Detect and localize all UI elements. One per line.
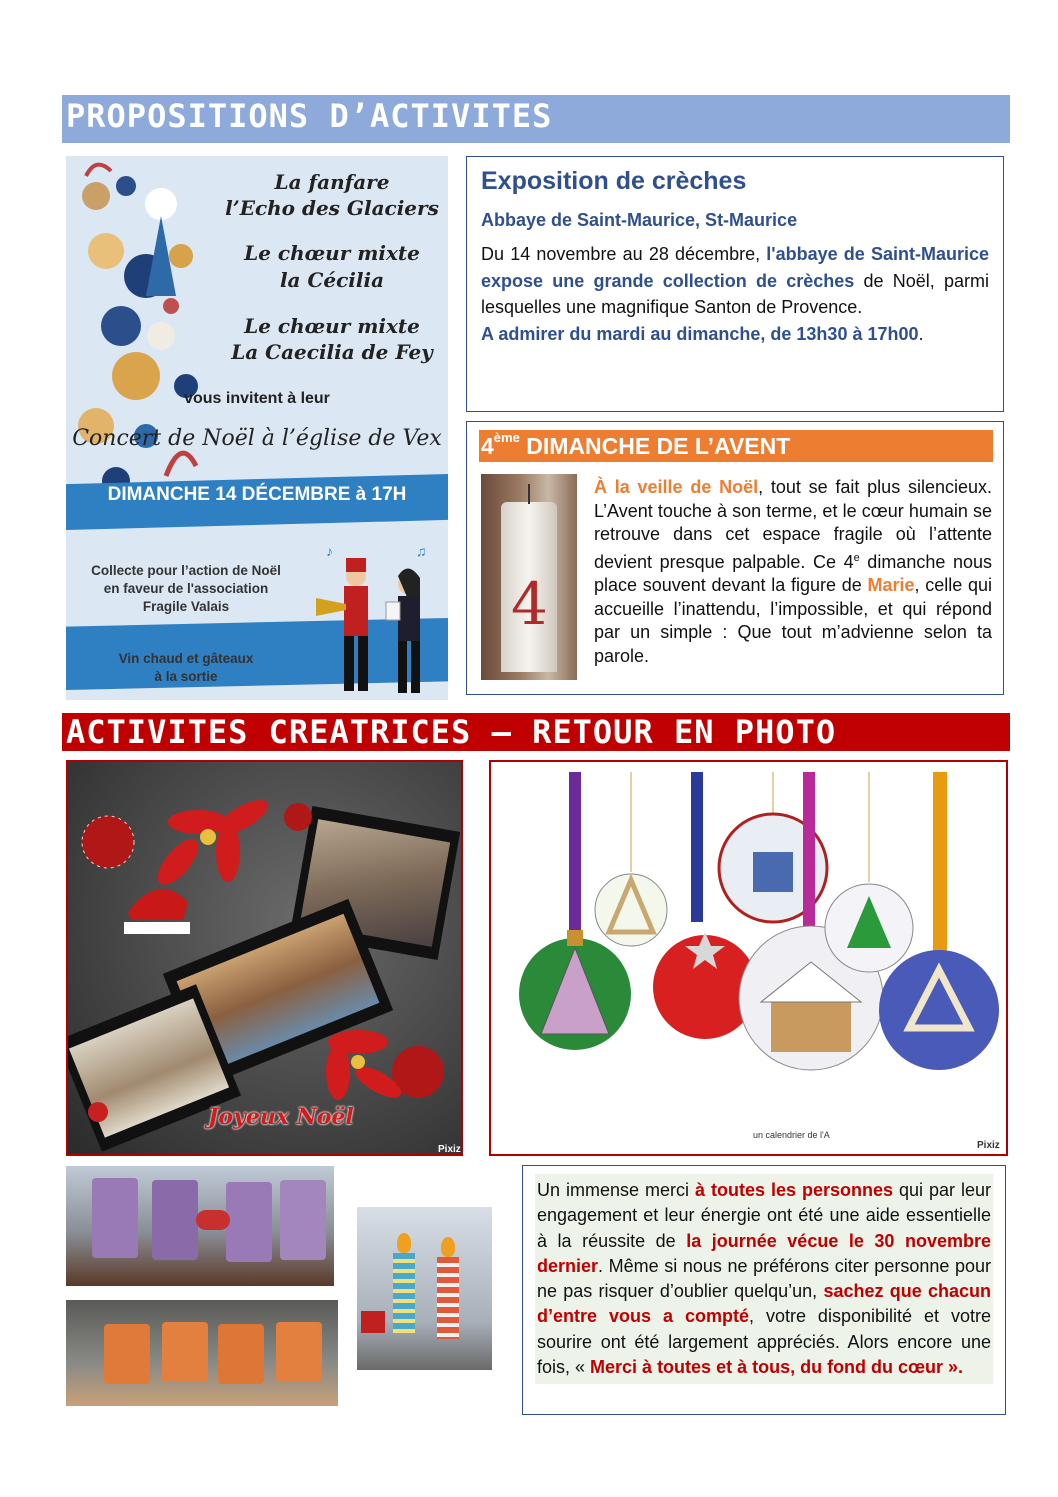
exposition-paragraph-1: [481, 241, 989, 321]
avent-text-1: , tout se fait plus silencieux. L’Avent touche à son terme, et le cœur humain se retrouve dans cet espace fragile où l’attente devient presque palpable. Ce 4: [594, 477, 992, 572]
svg-text:♫: ♫: [416, 543, 427, 559]
poster-collecte: [66, 562, 306, 616]
purple-candle-2: [152, 1180, 198, 1260]
candle-photo: [481, 474, 577, 680]
candle-number: 4: [511, 570, 548, 638]
candle-wick: [528, 484, 530, 504]
pixiz-watermark: Pixiz: [438, 1144, 461, 1155]
orange-candle-1: [104, 1324, 150, 1384]
avent-text: [594, 476, 992, 668]
section-title-creatives: ACTIVITES CREATRICES – RETOUR EN PHOTO: [62, 713, 1010, 751]
svg-text:♪: ♪: [326, 543, 333, 559]
avent-text-sup: e: [853, 551, 860, 564]
avent-title: [479, 430, 993, 462]
ornaments-photo: [489, 760, 1008, 1156]
poster-collecte-2: en faveur de l'association: [103, 581, 269, 596]
section-title-propositions: PROPOSITIONS D’ACTIVITES: [62, 95, 1010, 143]
paper-candle-1: [393, 1253, 415, 1333]
poster-line-1: La fanfare: [274, 170, 390, 194]
orange-candle-4: [276, 1322, 322, 1382]
thank-you-text: [535, 1174, 993, 1384]
thanks-text-4: , votre disponibilité et votre sourire ont été largement appréciés. Alors encore une fois, «: [537, 1306, 991, 1378]
avent-title-number: 4: [481, 433, 494, 459]
avent-text-3: , celle qui accueille l’inattendu, l’impossible, et qui répond par un simple : Que tout m’advienne selon ta parole.: [594, 575, 992, 666]
poster-vin-2: à la sortie: [154, 669, 218, 684]
paper-candle-2: [437, 1257, 459, 1339]
gift-box: [361, 1311, 385, 1333]
poster-concert-title: Concert de Noël à l’église de Vex: [72, 426, 442, 451]
exposition-title: Exposition de crèches: [481, 167, 747, 195]
exposition-hours: A admirer du mardi au dimanche, de 13h30 à 17h00: [481, 323, 919, 344]
paper-flame-1: [397, 1233, 411, 1253]
thank-you-box: [522, 1165, 1006, 1415]
avent-box: [466, 421, 1004, 695]
poster-line-6: La Caecilia de Fey: [231, 340, 433, 364]
avent-highlight-veille: À la veille de Noël: [594, 477, 759, 497]
purple-candle-3: [226, 1182, 272, 1262]
exposition-paragraph-2: [481, 321, 989, 348]
poster-vin-1: Vin chaud et gâteaux: [118, 651, 254, 666]
poster-invite: vous invitent à leur: [184, 390, 330, 407]
thanks-text-5: ».: [943, 1357, 964, 1378]
avent-highlight-marie: Marie: [867, 575, 915, 595]
paper-flame-2: [441, 1237, 455, 1257]
thanks-highlight-2: la journée vécue le 30 novembre dernier: [537, 1230, 991, 1276]
poster-collecte-1: Collecte pour l’action de Noël: [91, 563, 281, 578]
orange-candle-3: [218, 1324, 264, 1384]
painted-ornaments: [491, 762, 1008, 1156]
exposition-text: Du 14 novembre au 28 décembre,: [481, 244, 767, 264]
purple-candle-4: [280, 1180, 326, 1260]
orange-candles-photo: [66, 1300, 338, 1406]
ornament-caption: un calendrier de l'A: [753, 1130, 830, 1140]
concert-poster: [66, 156, 448, 700]
purple-candle-1: [92, 1178, 138, 1258]
exposition-place: Abbaye de Saint-Maurice, St-Maurice: [481, 210, 798, 230]
exposition-text-end: de Noël, parmi lesquelles une magnifique Santon de Provence.: [481, 270, 989, 317]
poster-line-2: l’Echo des Glaciers: [225, 196, 439, 220]
berries-decoration: [196, 1210, 230, 1230]
exposition-highlight: l'abbaye de Saint-Maurice expose une grande collection de crèches: [481, 244, 989, 291]
poster-line-3: Le chœur mixte: [244, 241, 420, 265]
exposition-box: [466, 156, 1004, 412]
workshop-photo-collage: [66, 760, 463, 1156]
poster-line-5: Le chœur mixte: [244, 314, 420, 338]
thanks-text-2: qui par leur engagement et leur énergie ont été une aide essentielle à la réussite de: [537, 1180, 991, 1251]
thanks-highlight-1: à toutes les personnes: [694, 1180, 893, 1200]
orange-candle-2: [162, 1322, 208, 1382]
poster-vin: [66, 650, 306, 686]
thanks-text-1: Un immense merci: [537, 1180, 695, 1200]
thanks-highlight-4: Merci à toutes et à tous, du fond du cœur: [590, 1357, 944, 1378]
purple-candles-photo: [66, 1166, 334, 1286]
musicians-illustration: [306, 536, 446, 700]
paper-candles-photo: [357, 1207, 492, 1370]
pixiz-watermark-2: Pixiz: [977, 1140, 1000, 1151]
poster-collecte-3: Fragile Valais: [142, 599, 230, 614]
avent-title-text: DIMANCHE DE L’AVENT: [519, 433, 791, 459]
exposition-period: .: [918, 323, 924, 344]
poster-line-4: la Cécilia: [279, 268, 385, 292]
thanks-text-3: . Même si nous ne préférons citer personne pour ne pas risquer d’oublier quelqu’un,: [537, 1255, 991, 1302]
thanks-highlight-3: sachez que chacun d’entre vous a compté: [537, 1281, 991, 1327]
poinsettia-decorations: [68, 762, 463, 1156]
avent-text-2: dimanche nous place souvent devant la figure de: [594, 551, 992, 595]
avent-title-sup: ème: [493, 430, 520, 445]
poster-date: DIMANCHE 14 DÉCEMBRE à 17H: [107, 484, 407, 505]
joyeux-noel-text: Joyeux Noël: [208, 1104, 354, 1130]
